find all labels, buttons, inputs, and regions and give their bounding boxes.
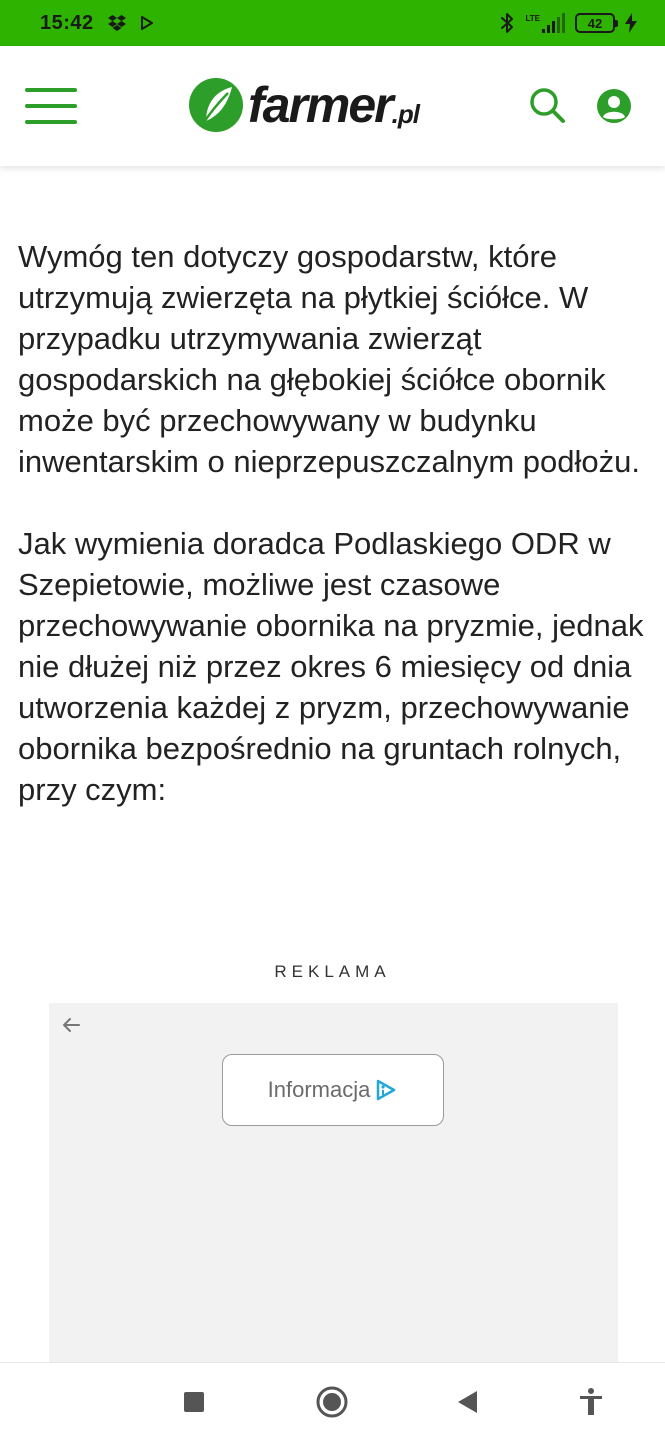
ad-label: REKLAMA (274, 962, 391, 981)
dropbox-icon (108, 15, 126, 31)
accessibility-icon[interactable] (574, 1385, 608, 1419)
adchoices-icon (374, 1078, 398, 1102)
article-paragraph: Wymóg ten dotyczy gospodarstw, które utrzymują zwierzęta na płytkiej ściółce. W przypadku utrzymywania zwierząt gospodarskich na głębokiej ściółce obornik może być przechowywany w budynku inwentarskim o nieprzepuszczalnym podłożu. (18, 239, 641, 479)
search-icon[interactable] (528, 86, 566, 124)
signal-icon (525, 13, 565, 33)
leaf-logo-icon (188, 77, 244, 133)
back-triangle-icon[interactable] (451, 1385, 485, 1419)
recents-square-icon[interactable] (177, 1385, 211, 1419)
ad-info-label: Informacja (267, 1077, 371, 1102)
farmer-logo[interactable] (188, 76, 419, 134)
menu-icon[interactable] (25, 88, 77, 124)
system-nav-bar (0, 1362, 665, 1440)
article-body (18, 236, 648, 851)
play-store-icon (140, 16, 154, 30)
home-circle-icon[interactable] (315, 1385, 349, 1419)
charging-icon (625, 13, 637, 33)
app-header (0, 46, 665, 166)
logo-name: farmer (248, 77, 392, 133)
battery-level: 42 (587, 15, 603, 31)
bluetooth-icon (499, 12, 515, 34)
article-paragraph: Jak wymienia doradca Podlaskiego ODR w Szepietowie, możliwe jest czasowe przechowywanie obornika na pryzmie, jednak nie dłużej niż przez okres 6 miesięcy od dnia utworzenia każdej z pryzm, przechowywanie obornika bezpośrednio na gruntach rolnych, przy czym: (18, 526, 644, 807)
ad-container[interactable] (49, 1003, 618, 1363)
status-left (40, 12, 154, 35)
network-type: LTE (525, 14, 540, 23)
arrow-left-icon[interactable] (59, 1013, 83, 1037)
ad-info-button[interactable] (222, 1054, 444, 1126)
user-icon[interactable] (596, 88, 632, 124)
status-right (499, 12, 637, 34)
logo-suffix: .pl (391, 98, 419, 129)
battery-icon (575, 13, 615, 33)
status-bar (0, 0, 665, 46)
status-time: 15:42 (40, 11, 94, 34)
